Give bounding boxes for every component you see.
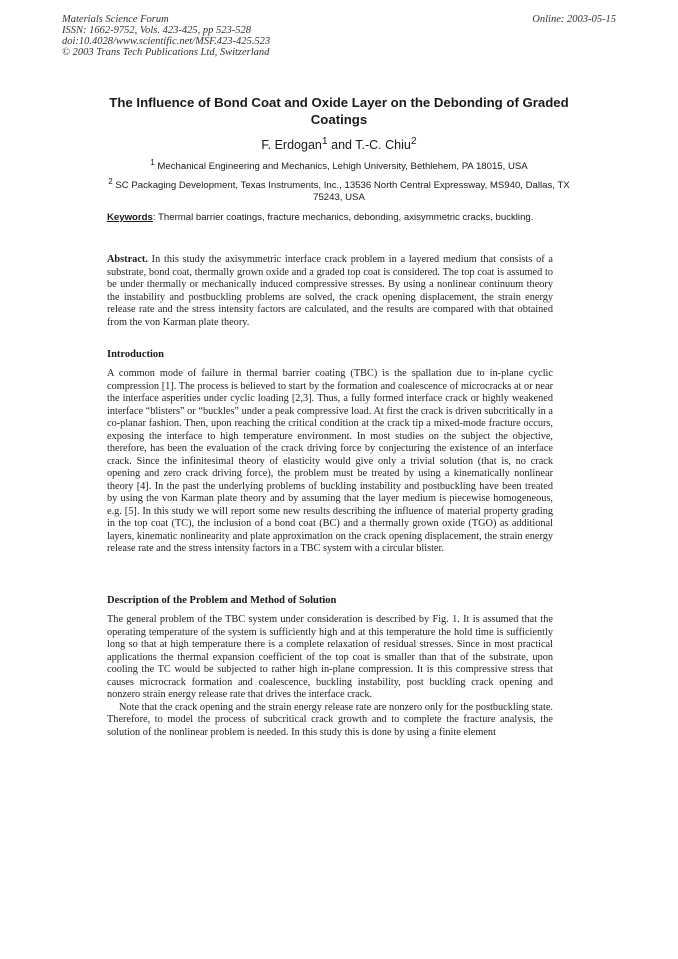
affiliation-marker: 2 xyxy=(108,177,113,186)
section-heading: Introduction xyxy=(107,349,164,360)
paragraph: A common mode of failure in thermal barrier coating (TBC) is the spallation due to in-plane cyclic compression [1]. The process is believed to start by the formation and coalescence of microcracks at or near the interface asperities under cyclic loading [2,3]. Thus, a fully formed interface crack or highly weakened interface “blisters” or “buckles” under a peak compressive load. At first the crack is driven subcritically in a co-planar fashion. Then, upon reaching the critical condition at the crack tip a mixed-mode fracture occurs, exposing the interface to high temperature environment. In most studies on the subject the objective, therefore, has been the evaluation of the crack driving force by conjecturing the existence of an interface crack. Since the infinitesimal theory of elasticity would give only a trivial solution (that is, no crack opening and zero crack driving force), the problem must be treated by using a kinematically nonlinear theory [4]. In the past the underlying problems of buckling instability and postbuckling have been treated by using the von Karman plate theory and by assuming that the layer medium is piecewise homogeneous, e.g. [5]. In this study we will report some new results describing the influence of material property grading in the top coat (TC), the inclusion of a bond coat (BC) and a thermally grown oxide (TGO) as additional layers, kinematic nonlinearity and plate approximation on the crack opening displacement, the strain energy release rate and the stress intensity factors in a TBC system with a circular blister. xyxy=(107,368,553,554)
affiliation-marker: 1 xyxy=(150,158,155,167)
journal-name: Materials Science Forum xyxy=(62,14,169,25)
paragraph: Note that the crack opening and the strain energy release rate are nonzero only for the postbuckling state. Therefore, to model the process of subcritical crack growth and to complete the fracture analysis, the solution of the nonlinear problem is needed. In this study this is done by using a finite element xyxy=(107,701,553,738)
introduction-body xyxy=(107,368,553,556)
abstract xyxy=(107,254,553,329)
section-heading: Description of the Problem and Method of Solution xyxy=(107,595,337,606)
abstract-label: Abstract. xyxy=(107,254,148,265)
keywords-label: Keywords xyxy=(107,212,153,223)
author-name: T.-C. Chiu xyxy=(355,138,411,153)
keywords-text: Thermal barrier coatings, fracture mechanics, debonding, axisymmetric cracks, buckling. xyxy=(158,212,534,223)
online-date: Online: 2003-05-15 xyxy=(532,14,616,25)
affiliation-text: Mechanical Engineering and Mechanics, Lehigh University, Bethlehem, PA 18015, USA xyxy=(157,161,528,173)
page-header xyxy=(62,14,616,58)
paper-title: The Influence of Bond Coat and Oxide Layer on the Debonding of Graded Coatings xyxy=(109,95,569,127)
paragraph: The general problem of the TBC system under consideration is described by Fig. 1. It is assumed that the operating temperature of the system is sufficiently high and at this temperature the hold time is sufficiently long so that at high temperature there is a complete relaxation of residual stresses. Since in most practical applications the thermal expansion coefficient of the top coat is smaller than that of the substrate, upon cooling the TC would be subjected to rather high in-plane compression. It is this compressive stress that causes microcrack formation and coalescence, buckling instability, post buckling crack opening and nonzero strain energy release rate that drives the interface crack. xyxy=(107,614,553,700)
issn-line: ISSN: 1662-9752, Vols. 423-425, pp 523-528 xyxy=(62,25,251,36)
affiliation-marker: 2 xyxy=(410,136,417,147)
doi-link[interactable]: doi:10.4028/www.scientific.net/MSF.423-425.523 xyxy=(62,36,271,47)
author-name: F. Erdogan xyxy=(261,138,322,153)
description-body xyxy=(107,614,553,739)
affiliation-marker: 1 xyxy=(321,136,328,147)
author-conjunction: and xyxy=(327,138,356,153)
copyright-line: © 2003 Trans Tech Publications Ltd, Switzerland xyxy=(62,47,270,58)
affiliation xyxy=(100,157,578,173)
abstract-text: In this study the axisymmetric interface crack problem in a layered medium that consists of a substrate, bond coat, thermally grown oxide and a graded top coat is considered. The top coat is assumed to be under thermally or mechanically induced compressive stresses. By using a nonlinear continuum theory the instability and postbuckling problems are solved, the crack opening displacement, the strain energy release rate and the stress intensity factors are calculated, and the results are compared with that obtained from the von Karman plate theory. xyxy=(107,254,553,328)
keywords: Keywords: Thermal barrier coatings, fracture mechanics, debonding, axisymmetric cracks, buckling. xyxy=(107,212,534,223)
author-line xyxy=(100,136,578,152)
affiliation xyxy=(100,176,578,204)
affiliation-text: SC Packaging Development, Texas Instruments, Inc., 13536 North Central Expressway, MS940, Dallas, TX 75243, USA xyxy=(115,180,570,204)
